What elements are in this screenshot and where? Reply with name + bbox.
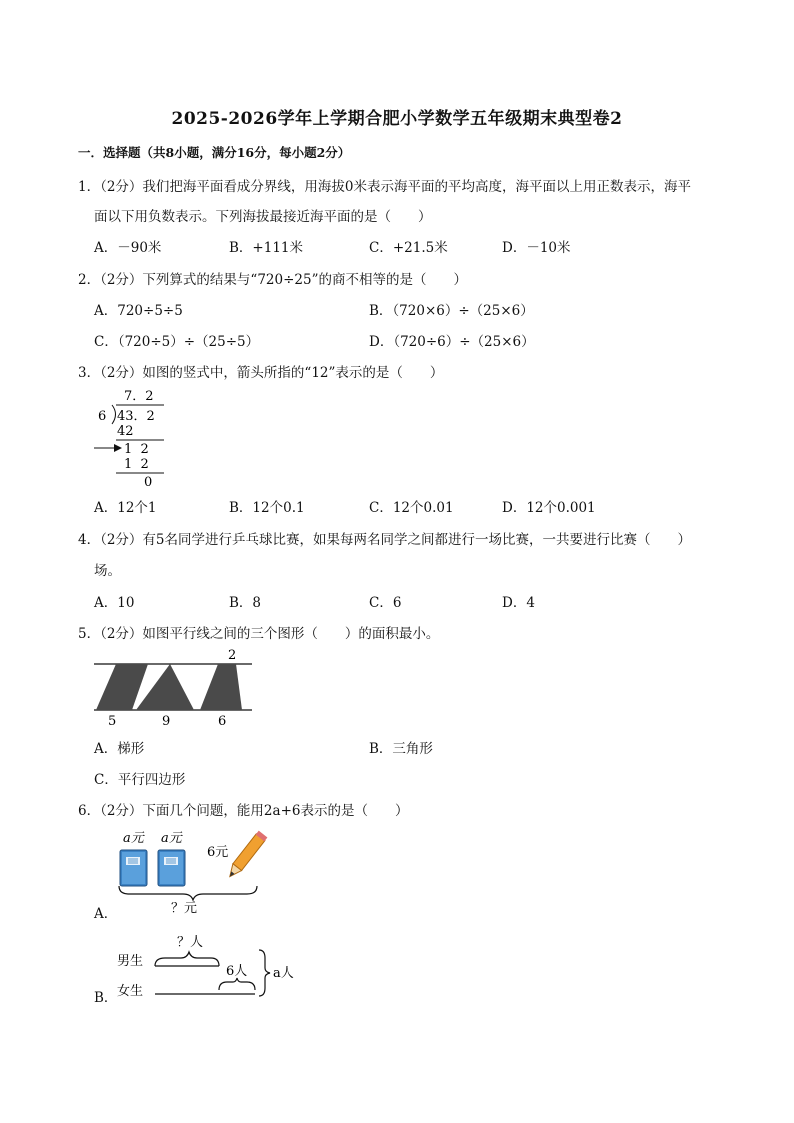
brace-bottom	[119, 886, 257, 900]
q2-option-a[interactable]: A．720÷5÷5	[94, 303, 183, 319]
long-division-figure	[90, 384, 180, 490]
parallelogram-shape	[96, 664, 148, 710]
q4-option-b[interactable]: B．8	[229, 595, 262, 611]
brace-top	[155, 952, 219, 966]
q2-option-c[interactable]: C．（720÷5）÷（25÷5）	[94, 334, 260, 350]
q1-option-d[interactable]: D．－10米	[502, 240, 571, 256]
notebook-icon	[120, 850, 147, 886]
q3-option-a[interactable]: A．12个1	[94, 500, 157, 516]
q4-line2: 场。	[94, 563, 121, 579]
q6-line1: 6．（2分）下面几个问题，能用2a+6表示的是（ ）	[78, 803, 409, 819]
q1-line1: 1．（2分）我们把海平面看成分界线，用海拔0米表示海平面的平均高度，海平面以上用正数表示，海平	[78, 179, 692, 195]
q1-line2: 面以下用负数表示。下列海拔最接近海平面的是（ ）	[94, 209, 432, 225]
q5-line1: 5．（2分）如图平行线之间的三个图形（ ）的面积最小。	[78, 626, 440, 642]
brace-diff	[219, 978, 255, 990]
division-row1: 42	[117, 424, 134, 439]
q4-line1: 4．（2分）有5名同学进行乒乓球比赛，如果每两名同学之间都进行一场比赛，一共要进行比赛（ ）	[78, 532, 692, 548]
label-b3: 6	[218, 714, 227, 729]
label-top: 2	[228, 648, 237, 663]
boys-unknown: ？人	[177, 935, 204, 950]
q5-option-b[interactable]: B．三角形	[369, 741, 433, 757]
q4-option-a[interactable]: A．10	[94, 595, 135, 611]
parallel-shapes-figure	[90, 646, 255, 730]
section-heading: 一．选择题（共8小题，满分16分，每小题2分）	[78, 145, 351, 160]
q1-option-b[interactable]: B．+111米	[229, 240, 303, 256]
q2-option-b[interactable]: B．（720×6）÷（25×6）	[369, 303, 534, 319]
q3-option-c[interactable]: C．12个0.01	[369, 500, 454, 516]
difference-label: 6人	[226, 964, 248, 979]
q5-option-a[interactable]: A．梯形	[94, 741, 145, 757]
label-b2: 9	[162, 714, 171, 729]
division-row2: 1 2	[124, 442, 149, 457]
q4-option-c[interactable]: C．6	[369, 595, 402, 611]
q6-figure-a	[115, 826, 275, 918]
q1-option-c[interactable]: C．+21.5米	[369, 240, 448, 256]
division-divisor: 6	[98, 409, 107, 424]
label-b1: 5	[108, 714, 117, 729]
q6-figure-b	[115, 930, 305, 1002]
q3-line1: 3．（2分）如图的竖式中，箭头所指的“12”表示的是（ ）	[78, 365, 444, 381]
girls-label: 女生	[117, 984, 144, 999]
division-row3: 1 2	[124, 457, 149, 472]
q3-option-d[interactable]: D．12个0.001	[502, 500, 596, 516]
division-quotient: 7．2	[124, 389, 154, 404]
q5-option-c[interactable]: C．平行四边形	[94, 772, 186, 788]
pencil-icon	[225, 831, 267, 880]
q2-option-d[interactable]: D．（720÷6）÷（25×6）	[369, 334, 535, 350]
q6-option-a-label[interactable]: A．	[94, 906, 118, 922]
page-title: 2025-2026学年上学期合肥小学数学五年级期末典型卷2	[171, 109, 623, 129]
pencil-price: 6元	[207, 845, 229, 860]
q2-line1: 2．（2分）下列算式的结果与“720÷25”的商不相等的是（ ）	[78, 272, 467, 288]
total-people: a人	[273, 966, 294, 981]
division-row4: 0	[144, 475, 153, 490]
trapezoid-shape	[200, 664, 242, 710]
q6-option-b-label[interactable]: B．	[94, 990, 118, 1006]
total-price: ？元	[171, 901, 198, 916]
q1-option-a[interactable]: A．－90米	[94, 240, 162, 256]
notebook2-price: a元	[161, 831, 182, 846]
q3-option-b[interactable]: B．12个0.1	[229, 500, 305, 516]
notebook1-price: a元	[123, 831, 144, 846]
boys-label: 男生	[117, 954, 144, 969]
brace-right	[259, 950, 270, 996]
division-dividend: 43．2	[117, 409, 155, 424]
notebook-icon	[158, 850, 185, 886]
q4-option-d[interactable]: D．4	[502, 595, 535, 611]
